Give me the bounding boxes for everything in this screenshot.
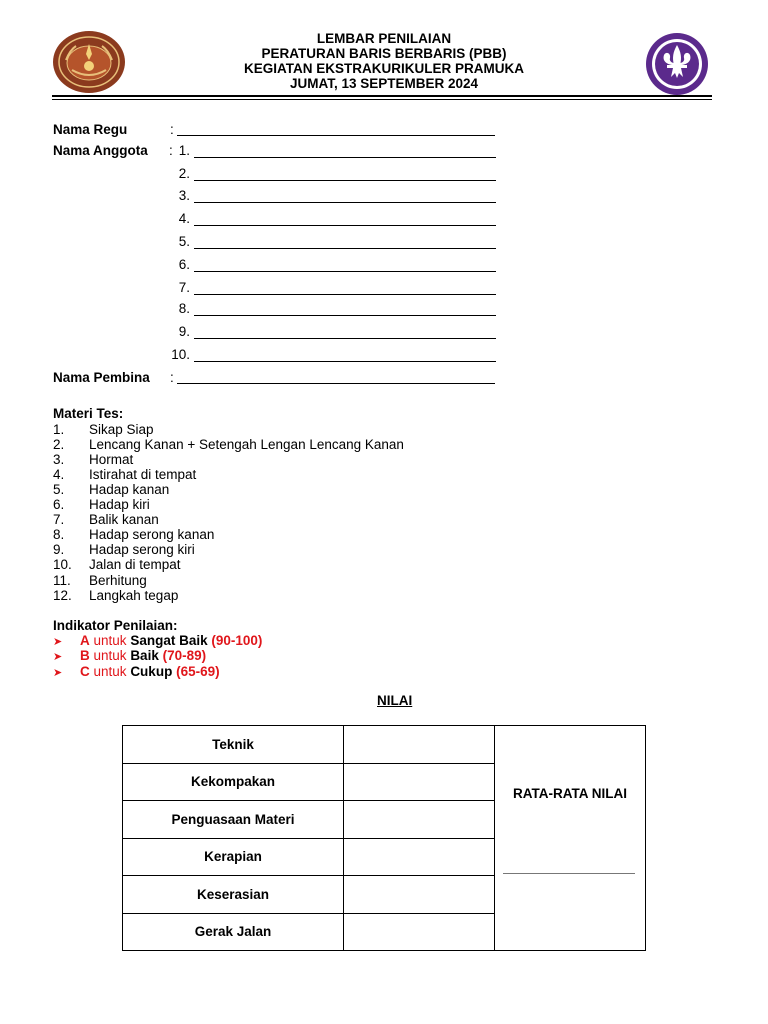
nama-regu-label: Nama Regu — [53, 122, 128, 137]
score-cell[interactable] — [344, 763, 495, 801]
average-label: RATA-RATA NILAI — [513, 786, 627, 801]
arrow-bullet-icon: ➤ — [53, 651, 63, 663]
nilai-title: NILAI — [377, 693, 413, 708]
indikator-item: ➤ A untuk Sangat Baik (90-100) — [53, 633, 262, 651]
criteria-cell: Teknik — [123, 726, 344, 764]
score-cell[interactable] — [344, 726, 495, 764]
member-blank[interactable] — [194, 294, 496, 295]
materi-item: 3. Hormat — [53, 451, 134, 467]
materi-item: 7. Balik kanan — [53, 512, 159, 528]
materi-item: 11. Berhitung — [53, 572, 147, 588]
school-emblem-logo — [52, 30, 126, 94]
member-number: 7. — [178, 280, 190, 295]
member-number: 6. — [178, 257, 190, 272]
nama-pembina-colon: : — [170, 370, 174, 385]
arrow-bullet-icon: ➤ — [53, 666, 63, 679]
materi-item: 8. Hadap serong kanan — [53, 527, 215, 543]
score-table — [122, 725, 646, 951]
header-divider-thick — [52, 95, 712, 97]
criteria-cell: Kerapian — [123, 838, 344, 876]
nama-anggota-colon: : — [169, 143, 173, 158]
member-blank[interactable] — [194, 248, 496, 249]
criteria-cell: Penguasaan Materi — [123, 801, 344, 839]
nama-pembina-blank[interactable] — [177, 383, 495, 384]
member-blank[interactable] — [194, 157, 496, 158]
score-cell[interactable] — [344, 801, 495, 839]
materi-item: 10. Jalan di tempat — [53, 557, 181, 573]
nama-regu-blank[interactable] — [177, 135, 495, 136]
indikator-item: ➤ C untuk Cukup (65-69) — [53, 664, 220, 682]
header-date: JUMAT, 13 SEPTEMBER 2024 — [289, 76, 479, 91]
header-activity: KEGIATAN EKSTRAKURIKULER PRAMUKA — [244, 61, 524, 76]
score-cell[interactable] — [344, 913, 495, 951]
score-cell[interactable] — [344, 876, 495, 914]
materi-item: 12. Langkah tegap — [53, 587, 179, 603]
member-blank[interactable] — [194, 225, 496, 226]
indikator-title: Indikator Penilaian: — [53, 618, 178, 633]
score-cell[interactable] — [344, 838, 495, 876]
member-number: 5. — [178, 234, 190, 249]
member-number: 8. — [178, 301, 190, 316]
average-blank[interactable] — [503, 873, 635, 874]
nama-anggota-label: Nama Anggota — [53, 143, 148, 158]
criteria-cell: Kekompakan — [123, 763, 344, 801]
member-number: 4. — [178, 211, 190, 226]
member-blank[interactable] — [194, 202, 496, 203]
criteria-cell: Keserasian — [123, 876, 344, 914]
header-title: LEMBAR PENILAIAN — [316, 31, 452, 46]
header-divider-thin — [52, 99, 712, 100]
arrow-bullet-icon: ➤ — [53, 635, 63, 648]
nama-pembina-label: Nama Pembina — [53, 370, 150, 385]
indikator-item: ➤ B untuk Baik (70-89) — [53, 648, 206, 666]
materi-item: 5. Hadap kanan — [53, 481, 170, 497]
materi-item: 9. Hadap serong kiri — [53, 542, 195, 558]
materi-tes-title: Materi Tes: — [53, 406, 124, 421]
member-blank[interactable] — [194, 315, 496, 316]
member-number: 9. — [178, 324, 190, 339]
document-header — [140, 31, 628, 91]
member-blank[interactable] — [194, 180, 496, 181]
member-number: 3. — [178, 188, 190, 203]
member-blank[interactable] — [194, 338, 496, 339]
materi-item: 2. Lencang Kanan + Setengah Lengan Lencang Kanan — [53, 436, 404, 452]
nama-regu-colon: : — [170, 122, 174, 137]
pramuka-tunas-kelapa-logo — [645, 32, 709, 96]
table-row — [123, 726, 646, 764]
criteria-cell: Gerak Jalan — [123, 913, 344, 951]
member-blank[interactable] — [194, 361, 496, 362]
materi-item: 6. Hadap kiri — [53, 497, 150, 512]
member-number: 1. — [178, 143, 190, 158]
materi-item: 1. Sikap Siap — [53, 421, 154, 437]
materi-item: 4. Istirahat di tempat — [53, 466, 197, 482]
average-cell — [495, 726, 646, 951]
member-number: 2. — [178, 166, 190, 181]
header-subtitle: PERATURAN BARIS BERBARIS (PBB) — [261, 46, 507, 61]
member-blank[interactable] — [194, 271, 496, 272]
member-number: 10. — [171, 347, 190, 362]
